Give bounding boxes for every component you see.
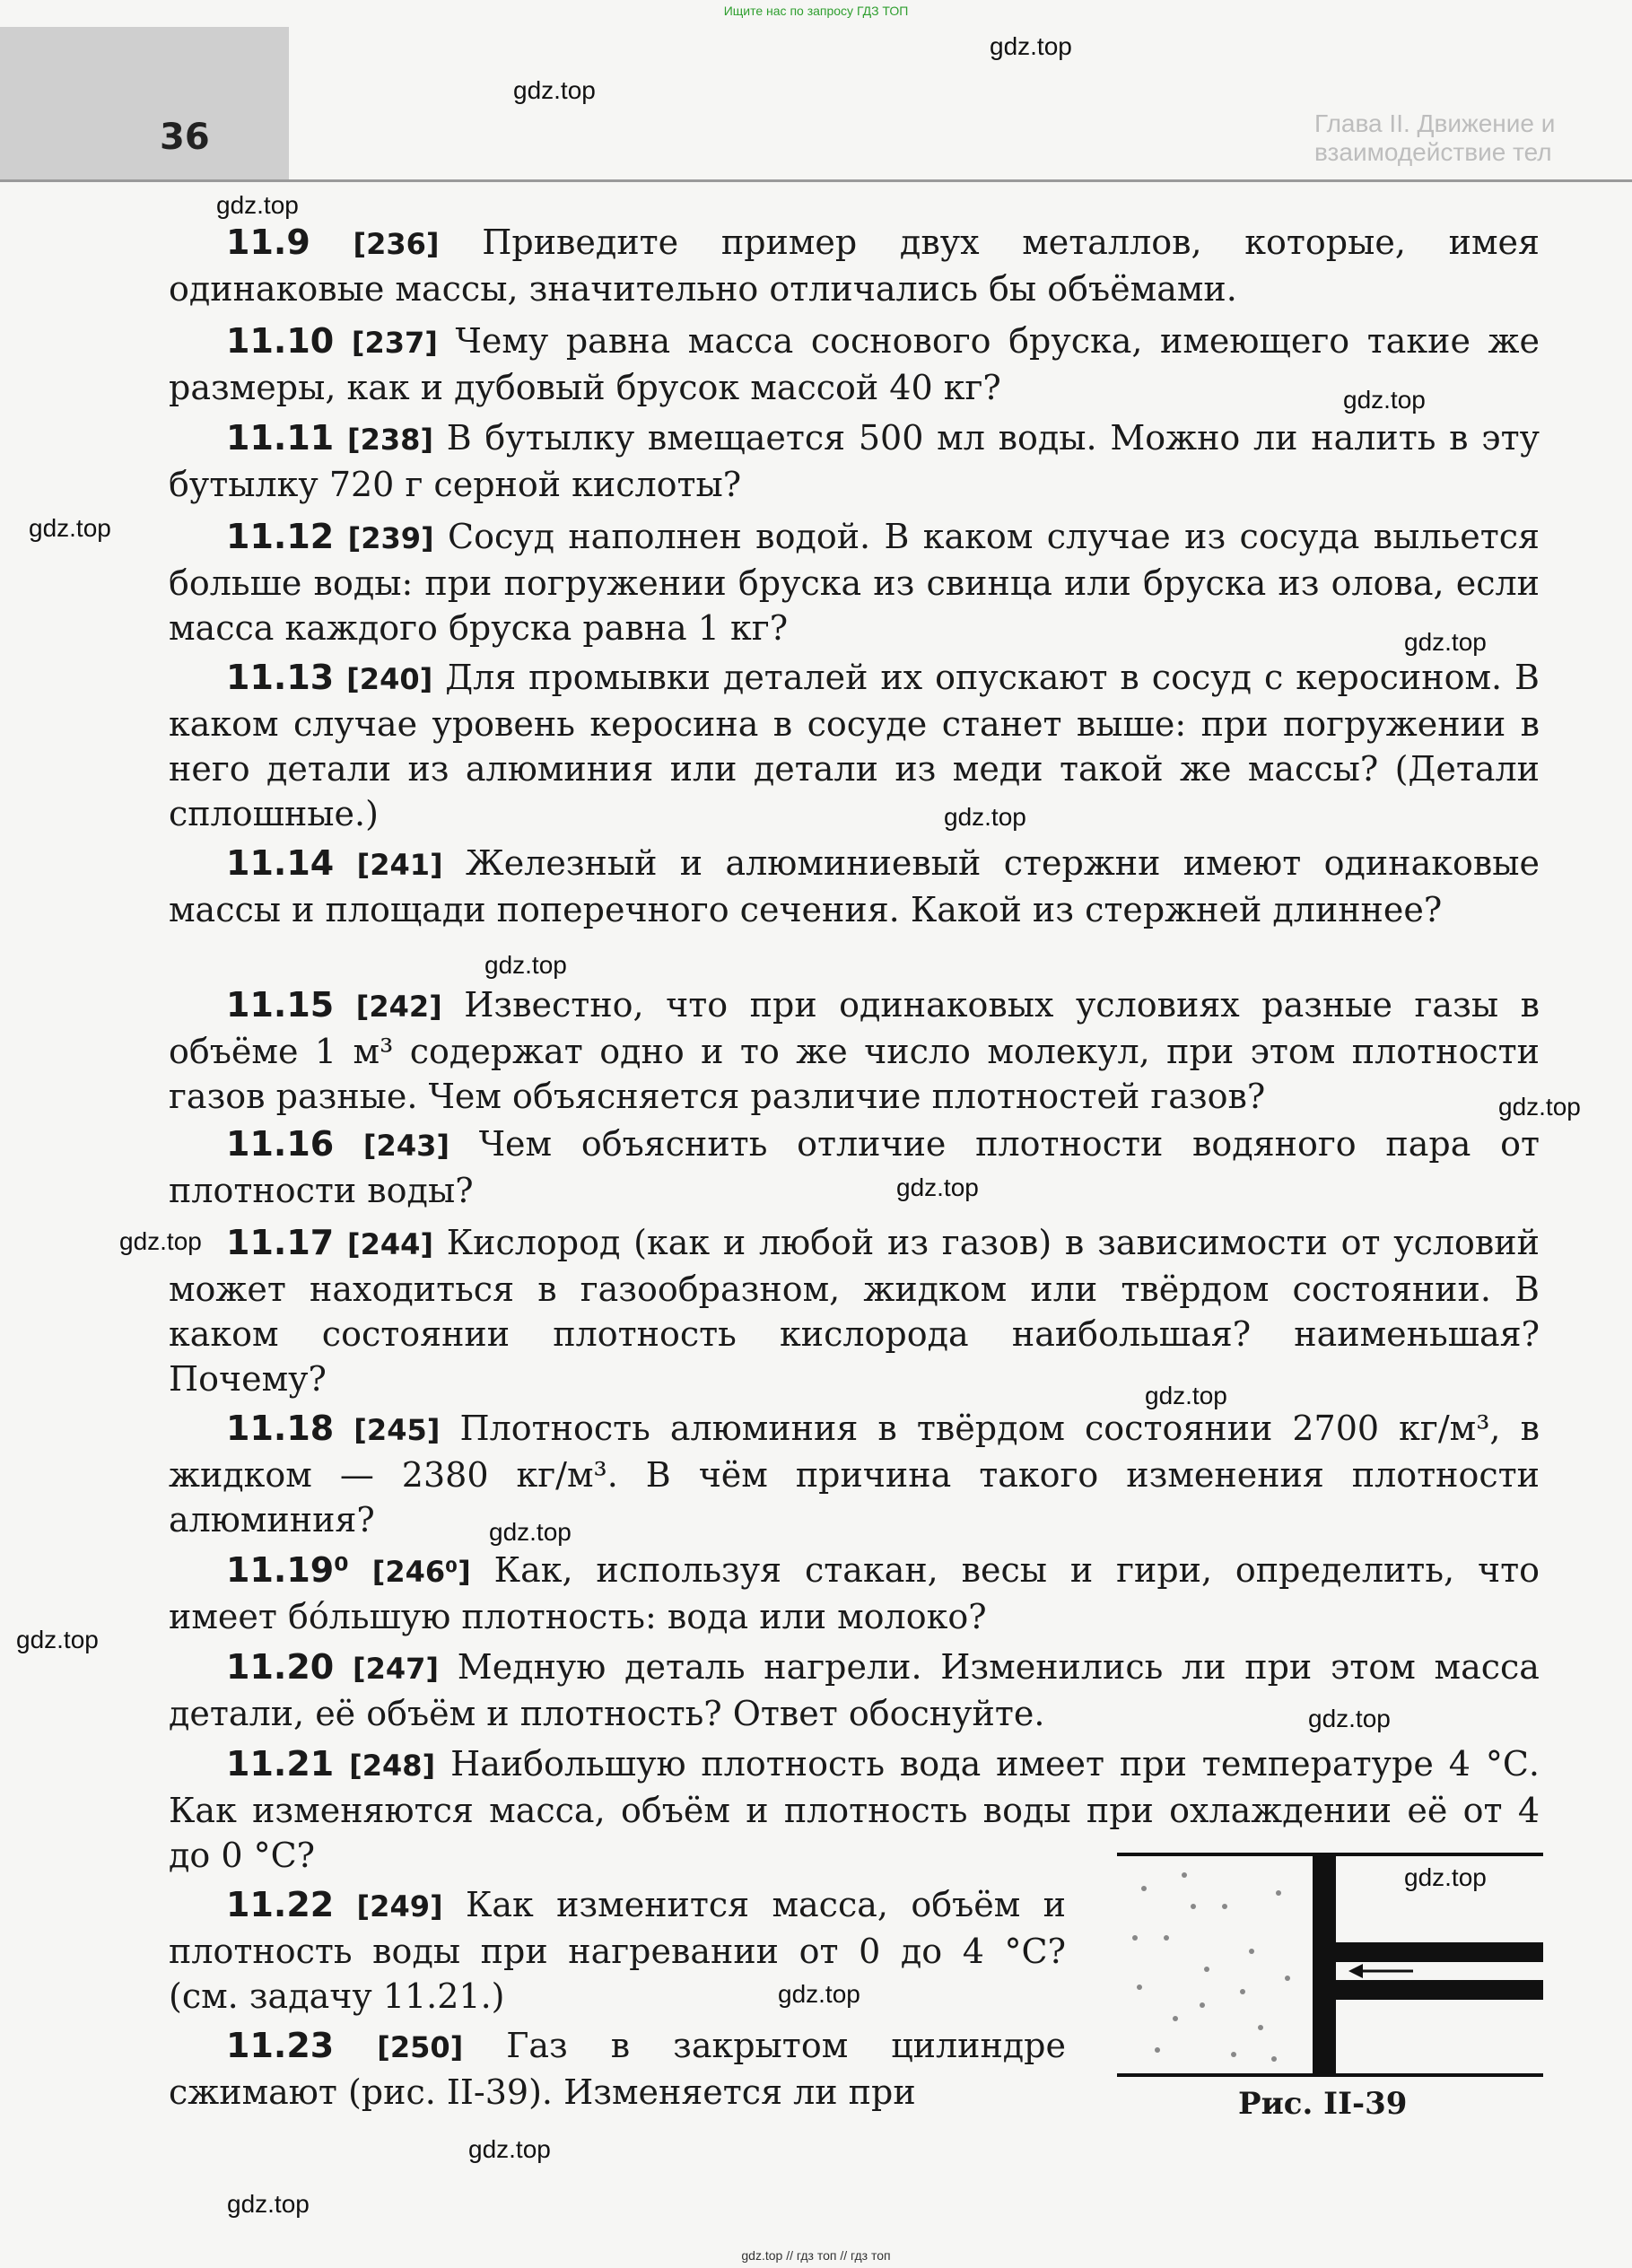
- watermark: gdz.top: [1343, 386, 1426, 414]
- piston-rod: [1336, 1942, 1543, 1962]
- problem-number: 11.17: [226, 1223, 335, 1262]
- problem-number: 11.9: [226, 222, 310, 262]
- footer-note[interactable]: gdz.top // гдз топ // гдз топ: [741, 2248, 891, 2263]
- watermark: gdz.top: [513, 76, 596, 104]
- watermark: gdz.top: [778, 1980, 860, 2008]
- problem-number: 11.15: [226, 985, 335, 1025]
- problem-item: [169, 982, 1540, 1119]
- problem-number: 11.11: [226, 418, 335, 458]
- watermark: gdz.top: [1404, 1863, 1487, 1891]
- figure-caption: Рис. II-39: [1238, 2086, 1408, 2122]
- watermark: gdz.top: [1404, 628, 1487, 656]
- problem-item: [169, 1406, 1540, 1542]
- watermark: gdz.top: [1308, 1705, 1391, 1732]
- problem-ref: [236]: [353, 227, 440, 261]
- problem-text: В бутылку вмещается 500 мл воды. Можно ли налить в эту бутылку 720 г серной кислоты?: [169, 418, 1540, 504]
- problem-text: Кислород (как и любой из газов) в зависимости от условий может находиться в газообразном, жидком или твёрдом состоянии. В каком состоянии плотность кислорода наибольшая? наименьшая? Почему?: [169, 1223, 1540, 1399]
- problem-ref: [247]: [352, 1652, 440, 1686]
- arrow-head-icon: [1348, 1964, 1363, 1978]
- watermark: gdz.top: [484, 951, 567, 979]
- problem-text: Сосуд наполнен водой. В каком случае из сосуда выльется больше воды: при погружении бруска из свинца или бруска из олова, если масса каждого бруска равна 1 кг?: [169, 517, 1540, 648]
- problem-text: Железный и алюминиевый стержни имеют одинаковые массы и площади поперечного сечения. Какой из стержней длиннее?: [169, 843, 1540, 929]
- problem-number: 11.10: [226, 321, 335, 361]
- problem-text: Чему равна масса соснового бруска, имеющего такие же размеры, как и дубовый брусок массой 40 кг?: [169, 321, 1540, 407]
- problem-ref: [244]: [346, 1227, 433, 1261]
- problem-ref: [248]: [349, 1749, 436, 1783]
- page-number: 36: [160, 117, 210, 158]
- problem-number: 11.20: [226, 1647, 335, 1687]
- problem-ref: [250]: [377, 2030, 464, 2064]
- problem-number: 11.18: [226, 1409, 335, 1448]
- top-note[interactable]: Ищите нас по запросу ГДЗ ТОП: [723, 4, 909, 18]
- problem-item: [169, 841, 1540, 932]
- problem-ref: [243]: [362, 1129, 449, 1163]
- problem-ref: [240]: [346, 662, 433, 696]
- problem-item: [169, 1220, 1540, 1401]
- problem-item: [169, 1121, 1540, 1213]
- problem-item: [169, 1644, 1540, 1736]
- problem-text: Как, используя стакан, весы и гири, определить, что имеет бóльшую плотность: вода или молоко?: [169, 1550, 1540, 1636]
- problem-item: [169, 220, 1540, 311]
- problem-number: 11.22: [226, 1885, 335, 1924]
- problem-item: [169, 2023, 1066, 2115]
- problem-text: Чем объяснить отличие плотности водяного пара от плотности воды?: [169, 1124, 1540, 1210]
- watermark: gdz.top: [227, 2190, 310, 2218]
- problem-ref: [239]: [347, 521, 434, 555]
- problem-text: Медную деталь нагрели. Изменились ли при этом масса детали, её объём и плотность? Ответ обоснуйте.: [169, 1647, 1540, 1733]
- problem-item: [169, 1882, 1066, 2019]
- chapter-title: Глава II. Движение и взаимодействие тел: [1314, 109, 1556, 166]
- problem-text: Наибольшую плотность вода имеет при температуре 4 °С. Как изменяются масса, объём и плотность воды при охлаждении её от 4 до 0 °С?: [169, 1744, 1540, 1875]
- problem-number: 11.13: [226, 658, 335, 697]
- problem-ref: [242]: [355, 990, 442, 1024]
- problem-text: Газ в закрытом цилиндре сжимают (рис. II-39). Изменяется ли при: [169, 2026, 1066, 2112]
- watermark: gdz.top: [29, 514, 111, 542]
- problem-text: Плотность алюминия в твёрдом состоянии 2700 кг/м³, в жидком — 2380 кг/м³. В чём причина такого изменения плотности алюминия?: [169, 1409, 1540, 1540]
- gas-particles: [1132, 1872, 1290, 2062]
- problem-item: [169, 1548, 1540, 1639]
- watermark: gdz.top: [16, 1626, 99, 1653]
- watermark: gdz.top: [216, 191, 299, 219]
- problem-number: 11.16: [226, 1124, 335, 1164]
- problem-text: Как изменится масса, объём и плотность воды при нагревании от 0 до 4 °С? (см. задачу 11.21.): [169, 1885, 1066, 2016]
- cylinder-figure: [1117, 1853, 1543, 2077]
- header-rule: [0, 179, 1632, 182]
- problem-ref: [246⁰]: [371, 1555, 471, 1589]
- problem-ref: [238]: [346, 423, 433, 457]
- watermark: gdz.top: [119, 1227, 202, 1255]
- watermark: gdz.top: [489, 1518, 572, 1546]
- problem-ref: [237]: [351, 326, 438, 360]
- problem-ref: [241]: [356, 848, 443, 882]
- problem-ref: [245]: [353, 1413, 441, 1447]
- piston-rod: [1336, 1980, 1543, 2000]
- watermark: gdz.top: [1498, 1093, 1581, 1121]
- problem-ref: [249]: [356, 1889, 443, 1923]
- problem-text: Приведите пример двух металлов, которые, имея одинаковые массы, значительно отличались бы объёмами.: [169, 222, 1540, 309]
- problem-text: Для промывки деталей их опускают в сосуд с керосином. В каком случае уровень керосина в сосуде станет выше: при погружении в него детали из алюминия или детали из меди такой же массы? (Детали сплошные.): [169, 658, 1540, 833]
- piston: [1313, 1856, 1336, 2073]
- watermark: gdz.top: [468, 2135, 551, 2163]
- watermark: gdz.top: [990, 32, 1072, 60]
- problem-number: 11.21: [226, 1744, 335, 1784]
- watermark: gdz.top: [944, 803, 1026, 831]
- watermark: gdz.top: [1145, 1382, 1227, 1409]
- problem-item: [169, 514, 1540, 650]
- problem-text: Известно, что при одинаковых условиях разные газы в объёме 1 м³ содержат одно и то же число молекул, при этом плотности газов разные. Чем объясняется различие плотностей газов?: [169, 985, 1540, 1116]
- problem-number: 11.19⁰: [226, 1550, 349, 1590]
- problem-item: [169, 318, 1540, 410]
- problem-number: 11.23: [226, 2026, 335, 2065]
- problem-number: 11.12: [226, 517, 335, 556]
- problem-number: 11.14: [226, 843, 335, 883]
- problem-item: [169, 655, 1540, 836]
- watermark: gdz.top: [896, 1173, 979, 1201]
- header-number-block: [0, 27, 289, 181]
- problem-item: [169, 415, 1540, 507]
